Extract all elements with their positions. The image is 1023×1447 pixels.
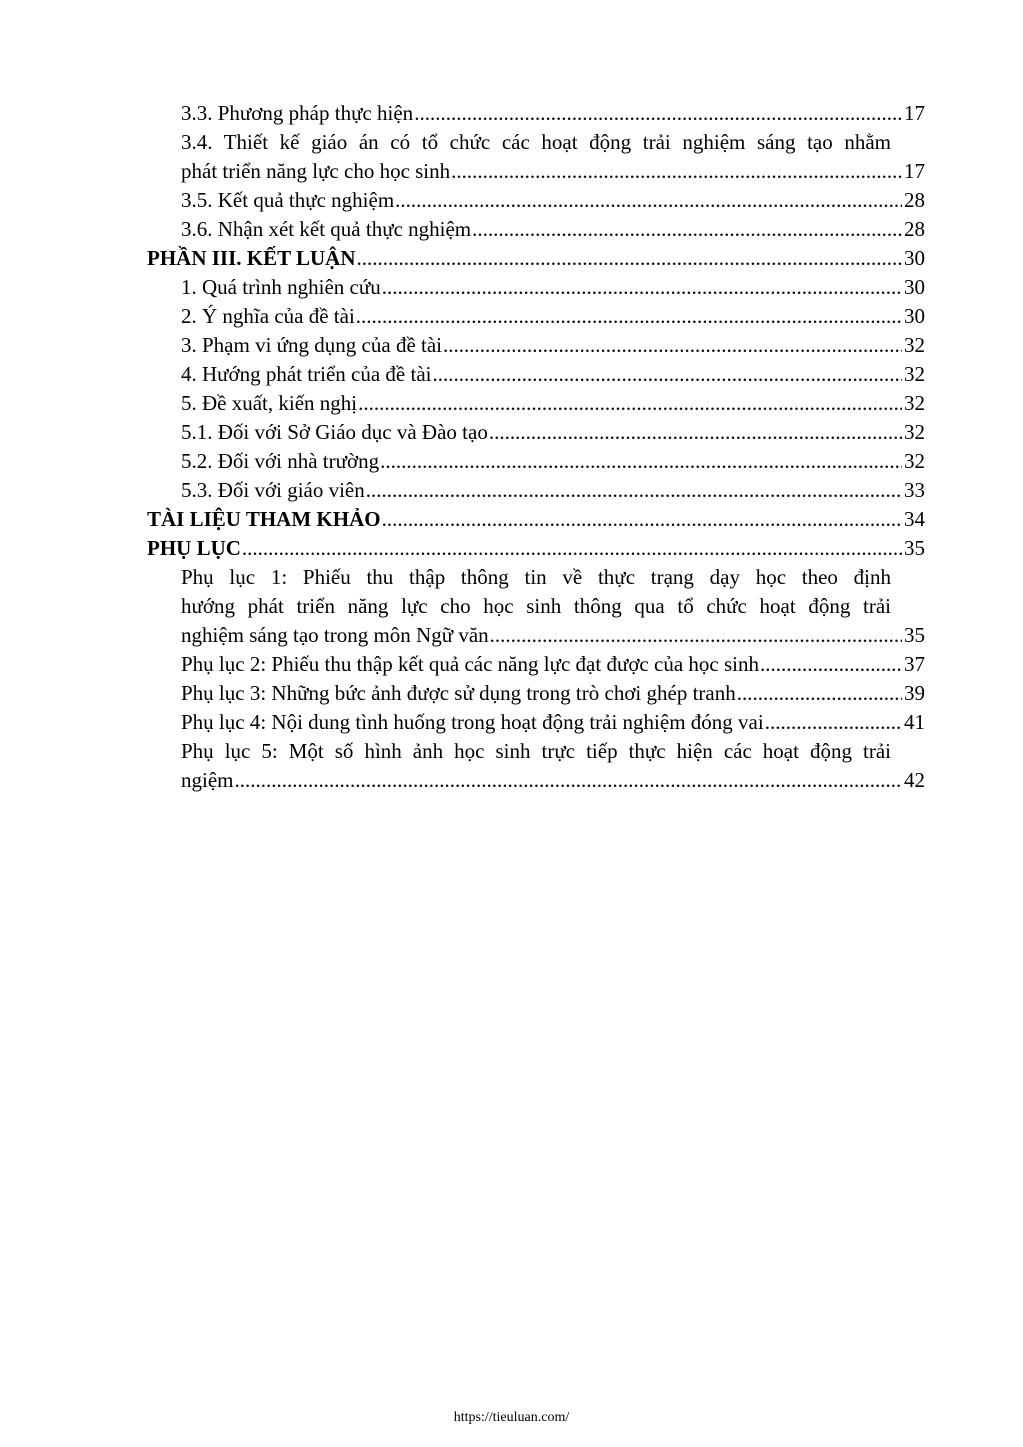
toc-entry-title: PHẦN III. KẾT LUẬN — [147, 246, 356, 270]
toc-leader-dots — [765, 708, 902, 737]
toc-entry — [147, 302, 925, 331]
toc-page-number: 30 — [904, 304, 925, 328]
toc-page-number: 39 — [904, 681, 925, 705]
toc-leader-dots — [358, 389, 902, 418]
toc-page-number: 30 — [904, 246, 925, 270]
toc-entry — [147, 447, 925, 476]
toc-section-heading — [147, 244, 925, 273]
toc-entry-title: 5. Đề xuất, kiến nghị — [181, 391, 358, 415]
toc-entry-title: PHỤ LỤC — [147, 536, 241, 560]
toc-page-number: 28 — [904, 217, 925, 241]
toc-page-number: 35 — [904, 623, 925, 647]
toc-entry-title: 4. Hướng phát triển của đề tài — [181, 362, 432, 386]
toc-page-number: 17 — [904, 159, 925, 183]
toc-entry — [147, 679, 925, 708]
toc-page-number: 35 — [904, 536, 925, 560]
toc-entry-title: Phụ lục 4: Nội dung tình huống trong hoạt động trải nghiệm đóng vai — [181, 710, 764, 734]
toc-entry-title: 2. Ý nghĩa của đề tài — [181, 304, 355, 328]
footer-url: https://tieuluan.com/ — [453, 1410, 570, 1425]
toc-entry — [147, 99, 925, 128]
toc-page-number: 33 — [904, 478, 925, 502]
toc-page-number: 42 — [904, 768, 925, 792]
toc-entry — [147, 650, 925, 679]
toc-leader-dots — [395, 186, 902, 215]
toc-leader-dots — [737, 679, 902, 708]
toc-page-number: 34 — [904, 507, 925, 531]
toc-page-number: 32 — [904, 333, 925, 357]
toc-entry-title: phát triển năng lực cho học sinh — [181, 159, 451, 183]
toc-entry — [147, 215, 925, 244]
toc-leader-dots — [433, 360, 903, 389]
toc-entry-title: 3.3. Phương pháp thực hiện — [181, 101, 414, 125]
toc-entry — [147, 708, 925, 737]
toc-page-number: 17 — [904, 101, 925, 125]
toc-entry-title: 3. Phạm vi ứng dụng của đề tài — [181, 333, 443, 357]
toc-entry — [147, 360, 925, 389]
toc-leader-dots — [490, 621, 902, 650]
toc-leader-dots — [235, 766, 903, 795]
toc-leader-dots — [382, 505, 902, 534]
toc-leader-dots — [414, 99, 902, 128]
toc-entry — [147, 273, 925, 302]
toc-entry-title: 5.2. Đối với nhà trường — [181, 449, 380, 473]
toc-leader-dots — [366, 476, 902, 505]
toc-entry — [147, 389, 925, 418]
toc-entry — [147, 621, 925, 650]
toc-page-number: 32 — [904, 420, 925, 444]
toc-entry-title: Phụ lục 2: Phiếu thu thập kết quả các năng lực đạt được của học sinh — [181, 652, 759, 676]
toc-page-number: 28 — [904, 188, 925, 212]
toc-page-number: 30 — [904, 275, 925, 299]
toc-page-number: 32 — [904, 449, 925, 473]
toc-leader-dots — [242, 534, 902, 563]
toc-entry-title: nghiệm sáng tạo trong môn Ngữ văn — [181, 623, 489, 647]
toc-section-heading — [147, 505, 925, 534]
toc-entry — [147, 766, 925, 795]
toc-entry — [147, 186, 925, 215]
toc-leader-dots — [760, 650, 902, 679]
toc-entry-title: 3.6. Nhận xét kết quả thực nghiệm — [181, 217, 472, 241]
toc-page-number: 32 — [904, 362, 925, 386]
toc-section-heading — [147, 534, 925, 563]
toc-entry-title: 5.1. Đối với Sở Giáo dục và Đào tạo — [181, 420, 488, 444]
toc-entry-title: 1. Quá trình nghiên cứu — [181, 275, 381, 299]
toc-entry-title: 3.5. Kết quả thực nghiệm — [181, 188, 395, 212]
toc-leader-dots — [380, 447, 902, 476]
toc-entry-title: Phụ lục 3: Những bức ảnh được sử dụng trong trò chơi ghép tranh — [181, 681, 736, 705]
toc-leader-dots — [472, 215, 902, 244]
toc-page-number: 41 — [904, 710, 925, 734]
toc-leader-dots — [451, 157, 902, 186]
toc-page-number: 37 — [904, 652, 925, 676]
toc-entry — [147, 418, 925, 447]
toc-entry — [147, 331, 925, 360]
toc-entry-title: ngiệm — [181, 768, 234, 792]
toc-leader-dots — [382, 273, 902, 302]
toc-page-number: 32 — [904, 391, 925, 415]
toc-leader-dots — [489, 418, 902, 447]
toc-entry-wrapped-line: 3.4. Thiết kế giáo án có tổ chức các hoạt động trải nghiệm sáng tạo nhằm — [181, 130, 891, 154]
toc-leader-dots — [356, 244, 902, 273]
table-of-contents — [147, 99, 925, 795]
toc-entry-wrapped-line: Phụ lục 5: Một số hình ảnh học sinh trực tiếp thực hiện các hoạt động trải — [181, 739, 891, 763]
toc-leader-dots — [356, 302, 902, 331]
toc-entry-title: 5.3. Đối với giáo viên — [181, 478, 365, 502]
toc-entry — [147, 157, 925, 186]
toc-entry-wrapped-line: hướng phát triển năng lực cho học sinh thông qua tổ chức hoạt động trải — [181, 594, 891, 618]
toc-entry-title: TÀI LIỆU THAM KHẢO — [147, 507, 381, 531]
toc-entry-wrapped-line: Phụ lục 1: Phiếu thu thập thông tin về thực trạng dạy học theo định — [181, 565, 891, 589]
toc-entry — [147, 476, 925, 505]
toc-leader-dots — [443, 331, 902, 360]
